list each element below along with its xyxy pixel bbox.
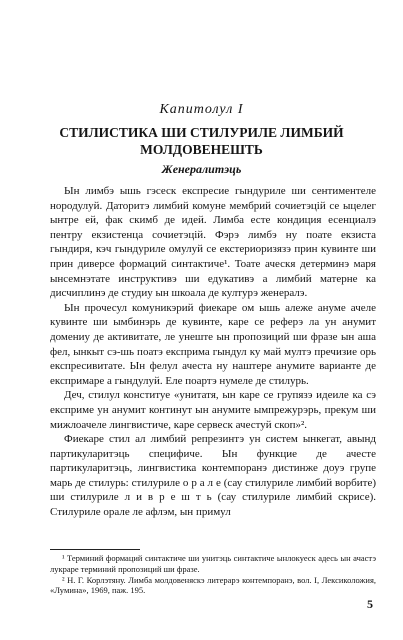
- chapter-title: СТИЛИСТИКА ШИ СТИЛУРИЛЕ ЛИМБИЙ МОЛДОВЕНЕШТЬ: [59, 125, 344, 157]
- chapter-heading: Капитолул I: [159, 102, 244, 117]
- page-number: 5: [367, 597, 373, 611]
- paragraph: Фиекаре стил ал лимбий репрезинтэ ун систем ынкегат, авынд партикуларитэць специфиче. Ын функцие де ачесте партикуларитэць, лингвистика контемпоранэ дистинже доуэ групе марь де стилурь: стилуриле о р а л е (сау стилуриле лимбий ворбите) ши стилуриле л и в р е ш т ь (сау стилуриле лимбий скрисе). Стилуриле орале ле афлэм, ын примул: [50, 433, 376, 519]
- body-text: [50, 184, 376, 520]
- paragraph: Деч, стилул конституе «унитатя, ын каре се групязэ идеиле ка сэ експриме ун анумит континут ын анумите ымпрежурэрь, прекум ши мижлоачеле лингвистиче, каре сервеск ачестуй скоп»².: [50, 389, 376, 431]
- footnote-divider: [50, 549, 140, 550]
- footnote: ¹ Терминий формаций синтактиче ши унитэць синтактиче ынлокуеск адесь ын ачастэ лукраре терминий пропозиций ши фразе.: [50, 553, 376, 574]
- section-heading: Женералитэць: [161, 162, 242, 176]
- paragraph: Ын прочесул комуникэрий фиекаре ом ышь алеже ануме ачеле кувинте ши ымбинэрь де кувинте, каре се реферэ ла ун анумит домениу де активитате, ле унеште ын пропозиций ши фразе ын аша фел, ынкыт сэ-шь поатэ експрима гындул ку май мултэ пречизие орь експресивитате. Ын фелул ачеста ну наштере анумите варианте де експримаре а гындулуй. Еле поартэ нумеле де стилурь.: [50, 301, 376, 387]
- footnote: ² Н. Г. Корлэтяну. Лимба молдовеняскэ литерарэ контемпоранэ, вол. I, Лексиколожия, «Лумина», 1969, паж. 195.: [50, 574, 376, 596]
- footnotes: [50, 553, 376, 596]
- paragraph: Ын лимбэ ышь гэсеск експресие гындуриле ши сентиментеле нородулуй. Даторитэ лимбий комуне мембрий сочиетэцій се ыцелег ынтре ей, фак скимб де идей. Лимба есте кондиция есенциалэ пентру екзистенца сочиетэцій. Фэрэ лимбэ ну поате екзиста гындиря, кэч гындуриле омулуй се екстериоризязэ прин кувинте ши прин диверсе формаций синтактиче¹. Тоате аческя детерминэ маря ынсемнэтате инструктивэ ши едукативэ а лимбий матерне ка дисчиплинэ де студиу ын шкоала де културэ женералэ.: [50, 185, 376, 300]
